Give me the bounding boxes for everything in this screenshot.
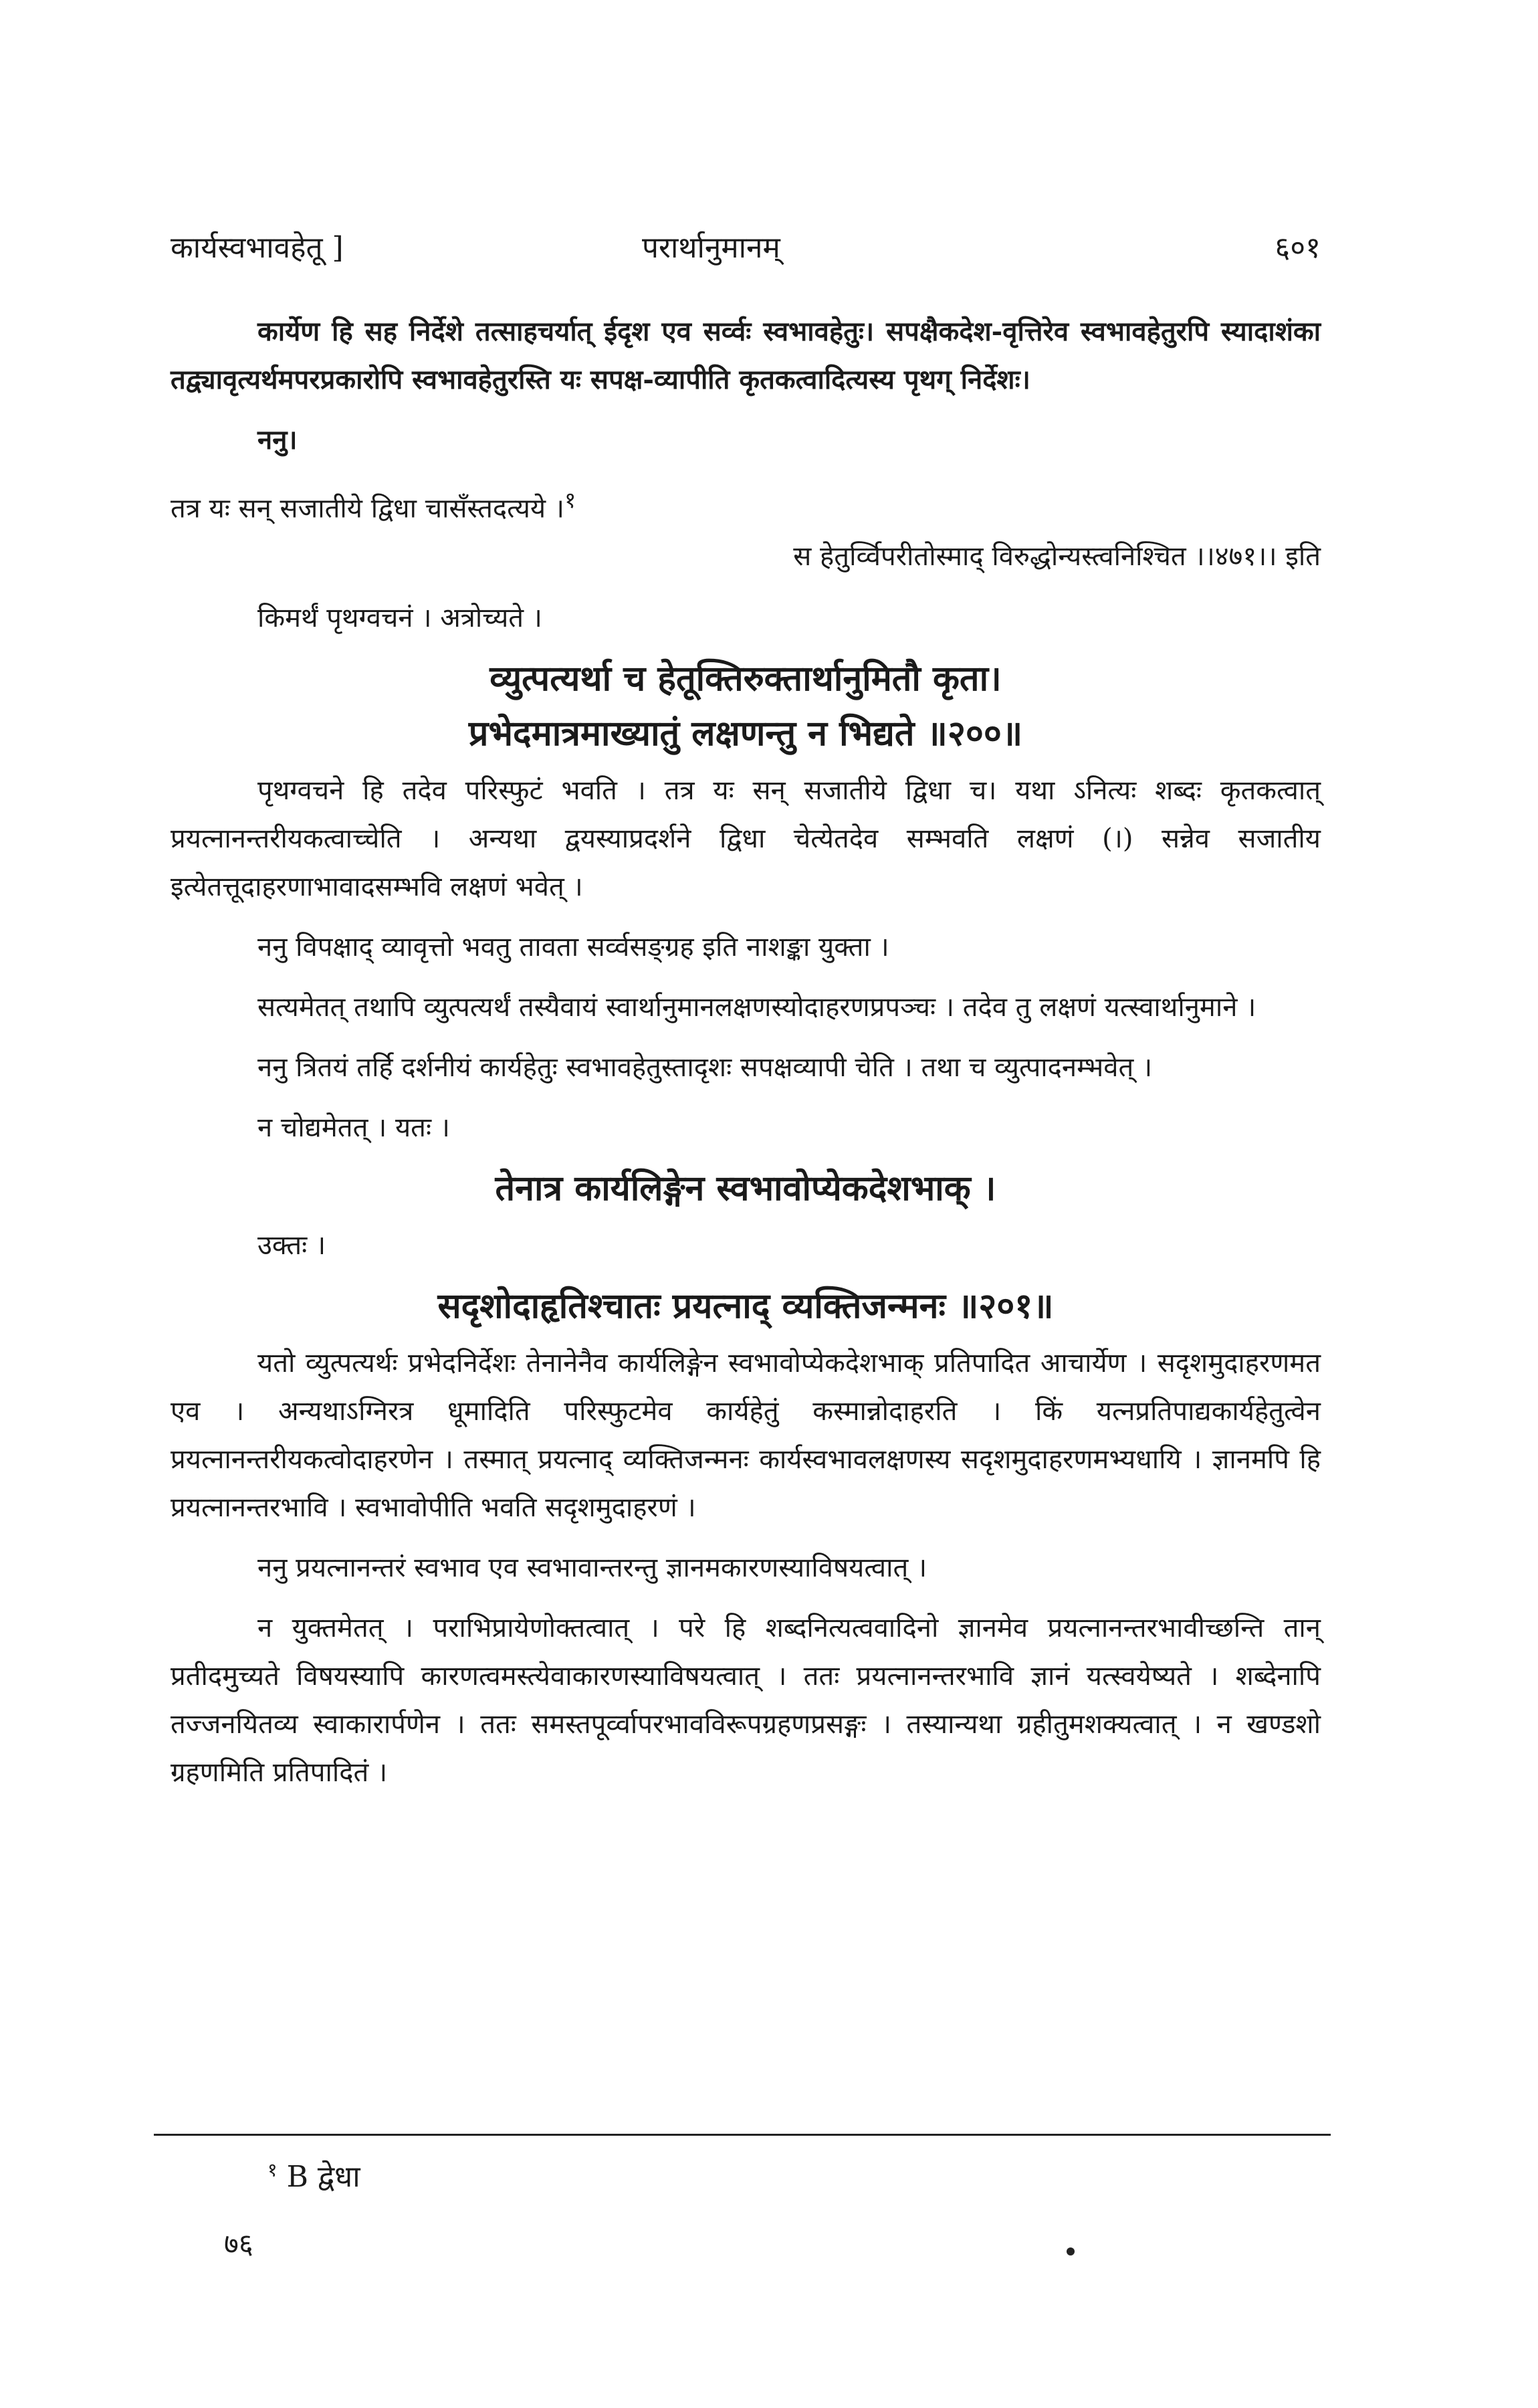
signature-mark: ७६ [224, 2227, 253, 2260]
paragraph: यतो व्युत्पत्यर्थः प्रभेदनिर्देशः तेनानेनैव कार्यलिङ्गेन स्वभावोप्येकदेशभाक् प्रतिपादित आचार्येण । सदृशमुदाहरणमत एव । अन्यथाऽग्निरत्र धूमादिति परिस्फुटमेव कार्यहेतुं कस्मान्नोदाहरति । किं यत्नप्रतिपाद्यकार्यहेतुत्वेन प्रयत्नानन्तरीयकत्वोदाहरणेन । तस्मात् प्रयत्नाद् व्यक्तिजन्मनः कार्यस्वभावलक्षणस्य सदृशमुदाहरणमभ्यधायि । ज्ञानमपि हि प्रयत्नानन्तरभावि । स्वभावोपीति भवति सदृशमुदाहरणं । [171, 1348, 1321, 1524]
paragraph: पृथग्वचने हि तदेव परिस्फुटं भवति । तत्र यः सन् सजातीये द्विधा च। यथा ऽनित्यः शब्दः कृतकत्वात् प्रयत्नानन्तरीयकत्वाच्चेति । अन्यथा द्वयस्याप्रदर्शने द्विधा चेत्येतदेव सम्भवति लक्षणं (।) सन्नेव सजातीय इत्येतत्तूदाहरणाभावादसम्भवि लक्षणं भवेत् । [171, 775, 1321, 903]
paragraph: सत्यमेतत् तथापि व्युत्पत्यर्थं तस्यैवायं स्वार्थानुमानलक्षणस्योदाहरणप्रपञ्चः । तदेव तु लक्षणं यत्स्वार्थानुमाने । [257, 992, 1256, 1023]
quoted-verse-line: स हेतुर्व्विपरीतोस्माद् विरुद्धोन्यस्त्वनिश्चित ।।४७१।। इति [793, 541, 1321, 573]
paragraph: कार्येण हि सह निर्देशे तत्साहचर्यात् ईदृश एव सर्व्वः स्वभावहेतुः। सपक्षैकदेश-वृत्तिरेव स्वभावहेतुरपि स्यादाशंका तद्व्यावृत्यर्थमपरप्रकारोपि स्वभावहेतुरस्ति यः सपक्ष-व्यापीति कृतकत्वादित्यस्य पृथग् निर्देशः। [171, 316, 1321, 395]
footnote-divider [154, 2134, 1331, 2136]
paragraph: न चोद्यमेतत् । यतः । [257, 1112, 450, 1144]
paragraph: ननु विपक्षाद् व्यावृत्तो भवतु तावता सर्व्वसङ्ग्रह इति नाशङ्का युक्ता । [257, 932, 889, 963]
paragraph: उक्तः । [257, 1230, 326, 1262]
karika-verse: तेनात्र कार्यलिङ्गेन स्वभावोप्येकदेशभाक् । [495, 1168, 996, 1209]
karika-verse: प्रभेदमात्रमाख्यातुं लक्षणन्तु न भिद्यते ॥२००॥ [468, 713, 1023, 755]
paragraph: किमर्थं पृथग्वचनं । अत्रोच्यते । [257, 603, 542, 634]
paragraph: ननु प्रयत्नानन्तरं स्वभाव एव स्वभावान्तरन्तु ज्ञानमकारणस्याविषयत्वात् । [257, 1552, 927, 1584]
paragraph: न युक्तमेतत् । पराभिप्रायेणोक्तत्वात् । परे हि शब्दनित्यत्ववादिनो ज्ञानमेव प्रयत्नानन्तरभावीच्छन्ति तान् प्रतीदमुच्यते विषयस्यापि कारणत्वमस्त्येवाकारणस्याविषयत्वात् । ततः प्रयत्नानन्तरभावि ज्ञानं यत्स्वयेष्यते । शब्देनापि तज्जनयितव्य स्वाकारार्पणेन । ततः समस्तपूर्व्वापरभावविरूपग्रहणप्रसङ्गः । तस्यान्यथा ग्रहीतुमशक्यत्वात् । न खण्डशो ग्रहणमिति प्रतिपादितं । [171, 1613, 1321, 1789]
paragraph: ननु। [257, 424, 298, 456]
header-chapter-title: परार्थानुमानम् [642, 231, 780, 265]
footnote-mark: १ [267, 2159, 278, 2181]
page-number: ६०१ [1275, 231, 1321, 265]
verse-text: तत्र यः सन् सजातीये द्विधा चासँस्तदत्यये । [171, 493, 565, 524]
karika-verse: व्युत्पत्यर्था च हेतूक्तिरुक्तार्थानुमितौ कृता। [489, 658, 1002, 700]
ink-dot [1067, 2247, 1075, 2255]
quoted-verse-line [171, 476, 1321, 532]
karika-verse: सदृशोदाहृतिश्चातः प्रयत्नाद् व्यक्तिजन्मनः ॥२०१॥ [437, 1286, 1054, 1327]
running-header [171, 226, 1321, 273]
footnote-text: B द्वेधा [286, 2160, 360, 2194]
header-section-title: कार्यस्वभावहेतू ] [171, 231, 344, 265]
footnote [267, 2155, 360, 2195]
footnote-ref: १ [564, 487, 576, 513]
paragraph: ननु त्रितयं तर्हि दर्शनीयं कार्यहेतुः स्वभावहेतुस्तादृशः सपक्षव्यापी चेति । तथा च व्युत्पादनम्भवेत् । [257, 1052, 1153, 1084]
main-text [171, 308, 1321, 1809]
